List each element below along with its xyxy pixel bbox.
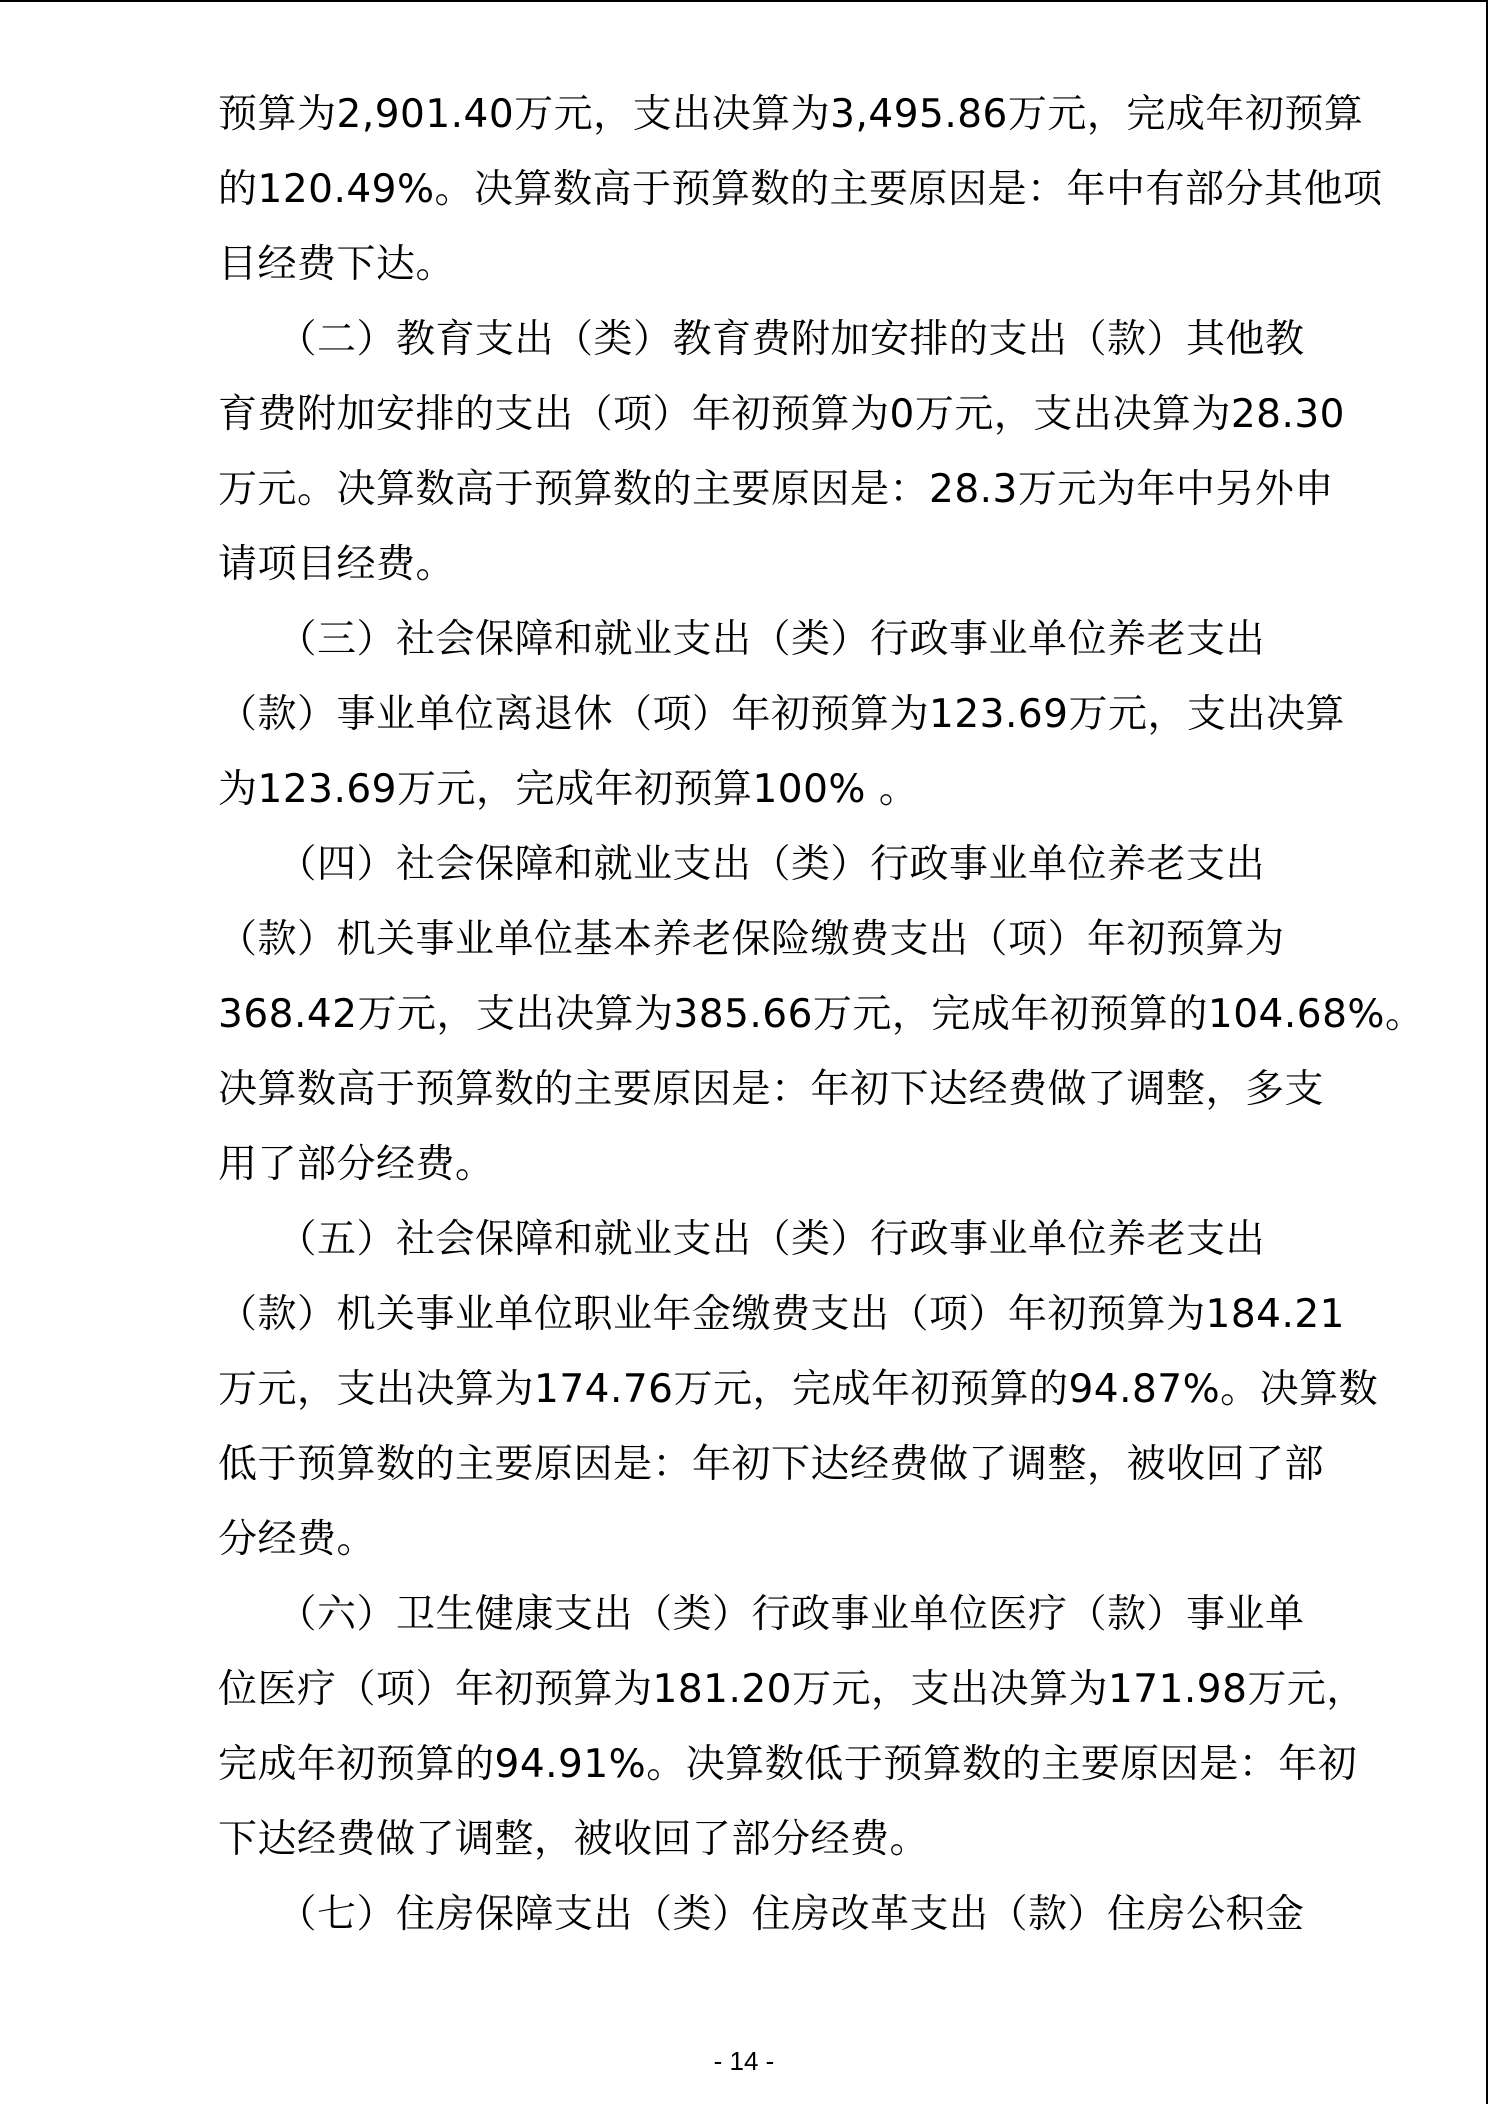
text-line: （四）社会保障和就业支出（类）行政事业单位养老支出: [218, 842, 1266, 887]
text-line: （款）事业单位离退休（项）年初预算为123.69万元，支出决算: [218, 692, 1345, 737]
text-line: 低于预算数的主要原因是：年初下达经费做了调整，被收回了部: [218, 1442, 1325, 1487]
text-line: 分经费。: [218, 1517, 377, 1562]
text-line: （三）社会保障和就业支出（类）行政事业单位养老支出: [218, 617, 1266, 662]
text-line: 用了部分经费。: [218, 1142, 495, 1187]
text-line: （六）卫生健康支出（类）行政事业单位医疗（款）事业单: [218, 1592, 1305, 1637]
text-line: 368.42万元，支出决算为385.66万元，完成年初预算的104.68%。: [218, 992, 1425, 1037]
text-line: （二）教育支出（类）教育费附加安排的支出（款）其他教: [218, 317, 1305, 362]
page-number: - 14 -: [713, 2046, 775, 2076]
text-line: 预算为2,901.40万元，支出决算为3,495.86万元，完成年初预算: [218, 92, 1364, 137]
text-line: 位医疗（项）年初预算为181.20万元，支出决算为171.98万元，: [218, 1667, 1366, 1712]
text-line: 完成年初预算的94.91%。决算数低于预算数的主要原因是：年初: [218, 1742, 1358, 1787]
text-line: （款）机关事业单位职业年金缴费支出（项）年初预算为184.21: [218, 1292, 1345, 1337]
text-line: 万元，支出决算为174.76万元，完成年初预算的94.87%。决算数: [218, 1367, 1379, 1412]
text-line: 为123.69万元，完成年初预算100% 。: [218, 767, 919, 812]
text-line: 万元。决算数高于预算数的主要原因是：28.3万元为年中另外申: [218, 467, 1334, 512]
text-line: （款）机关事业单位基本养老保险缴费支出（项）年初预算为: [218, 917, 1285, 962]
text-line: 育费附加安排的支出（项）年初预算为0万元，支出决算为28.30: [218, 392, 1345, 437]
text-line: 下达经费做了调整，被收回了部分经费。: [218, 1817, 930, 1862]
text-line: 决算数高于预算数的主要原因是：年初下达经费做了调整，多支: [218, 1067, 1325, 1112]
text-line: （七）住房保障支出（类）住房改革支出（款）住房公积金: [218, 1892, 1305, 1937]
text-line: 的120.49%。决算数高于预算数的主要原因是：年中有部分其他项: [218, 167, 1383, 212]
text-line: 请项目经费。: [218, 542, 456, 587]
text-line: 目经费下达。: [218, 242, 456, 287]
text-line: （五）社会保障和就业支出（类）行政事业单位养老支出: [218, 1217, 1266, 1262]
